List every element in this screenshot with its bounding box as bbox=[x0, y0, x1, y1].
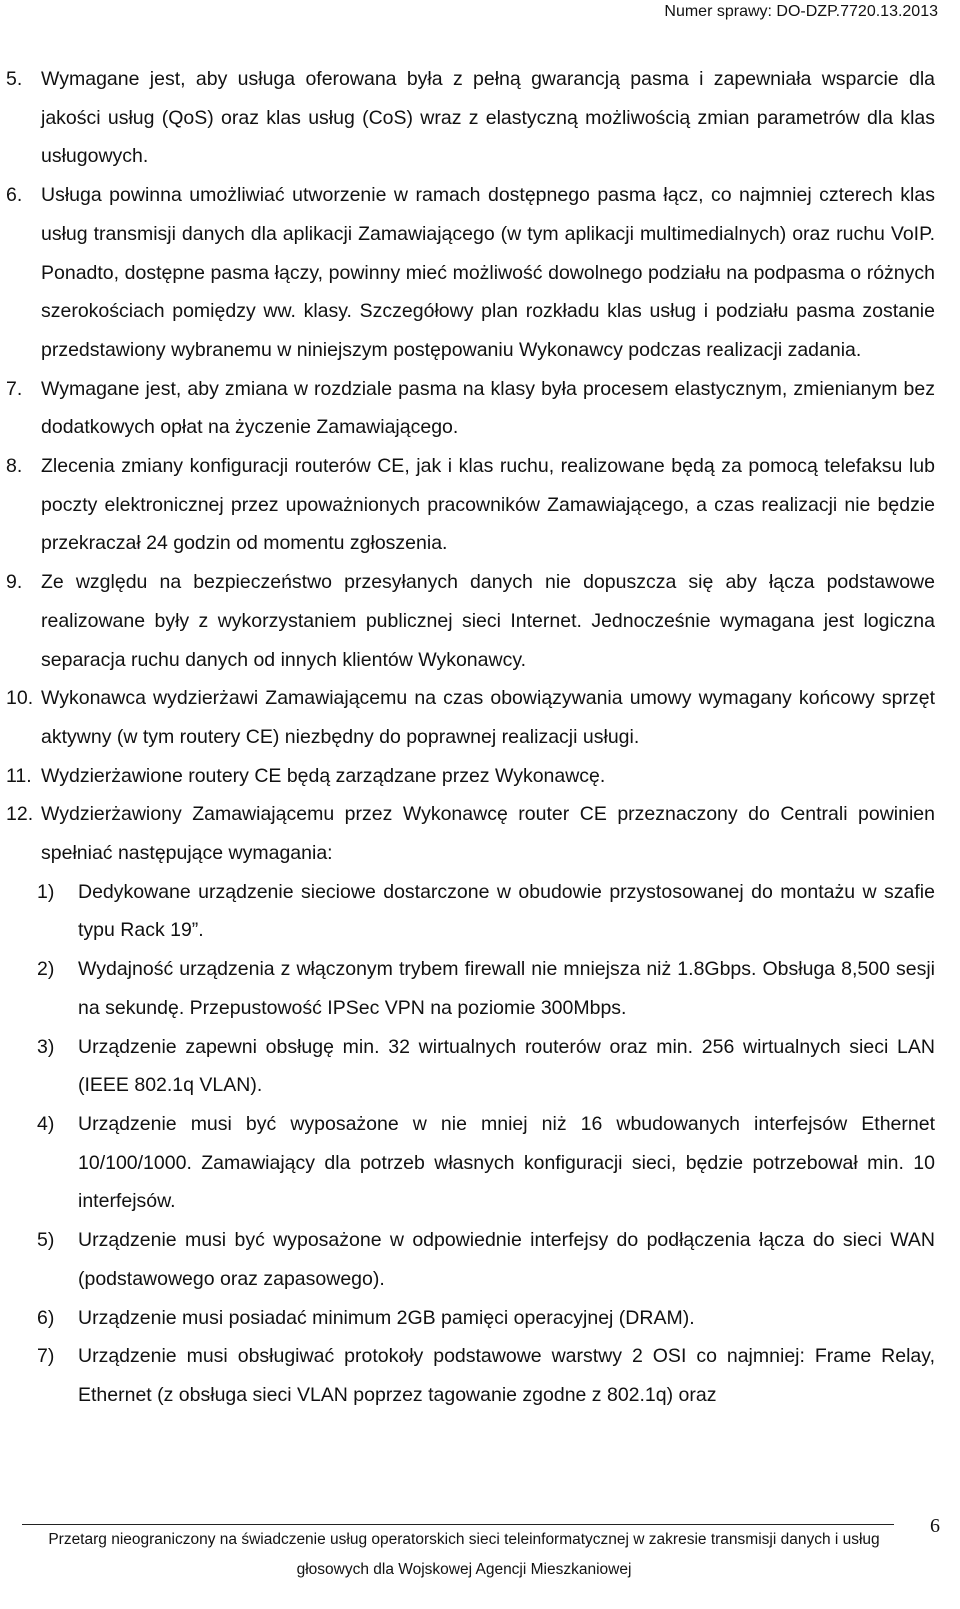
subitem-number: 2) bbox=[37, 958, 55, 981]
item-text: Wydzierżawiony Zamawiającemu przez Wykonawcę router CE przeznaczony do Centrali powinien spełniać następujące wymagania: bbox=[41, 803, 935, 865]
subitem-text: Dedykowane urządzenie sieciowe dostarczone w obudowie przystosowanej do montażu w szafie typu Rack 19”. bbox=[78, 880, 935, 942]
subitem-number: 3) bbox=[37, 1035, 55, 1058]
subitem-number: 5) bbox=[37, 1229, 55, 1252]
subitem-number: 4) bbox=[37, 1112, 55, 1135]
list-item bbox=[0, 795, 960, 872]
subitem-number: 7) bbox=[37, 1345, 55, 1368]
list-item bbox=[0, 447, 960, 563]
subitem-text: Urządzenie musi być wyposażone w nie mniej niż 16 wbudowanych interfejsów Ethernet 10/100/1000. Zamawiający dla potrzeb własnych konfiguracji sieci, będzie potrzebował min. 10 interfejsów. bbox=[78, 1112, 935, 1213]
subitem-text: Urządzenie musi być wyposażone w odpowiednie interfejsy do podłączenia łącza do sieci WAN (podstawowego oraz zapasowego). bbox=[78, 1229, 935, 1290]
list-item bbox=[0, 370, 960, 447]
item-text: Wydzierżawione routery CE będą zarządzane przez Wykonawcę. bbox=[41, 764, 606, 787]
document-body bbox=[0, 60, 960, 1415]
item-number: 12. bbox=[6, 803, 34, 826]
item-text: Ze względu na bezpieczeństwo przesyłanych danych nie dopuszcza się aby łącza podstawowe realizowane były z wykorzystaniem publicznej sieci Internet. Jednocześnie wymagana jest logiczna separacja ruchu danych od innych klientów Wykonawcy. bbox=[41, 571, 935, 671]
item-number: 8. bbox=[6, 455, 23, 478]
list-item bbox=[0, 563, 960, 679]
list-item bbox=[0, 679, 960, 756]
sub-list-item bbox=[0, 1337, 960, 1414]
subitem-text: Wydajność urządzenia z włączonym trybem firewall nie mniejsza niż 1.8Gbps. Obsługa 8,500 sesji na sekundę. Przepustowość IPSec VPN na poziomie 300Mbps. bbox=[78, 958, 935, 1019]
subitem-number: 6) bbox=[37, 1306, 55, 1329]
item-number: 9. bbox=[6, 571, 23, 594]
item-text: Wykonawca wydzierżawi Zamawiającemu na czas obowiązywania umowy wymagany końcowy sprzęt aktywny (w tym routery CE) niezbędny do poprawnej realizacji usługi. bbox=[41, 687, 935, 748]
list-item bbox=[0, 176, 960, 370]
item-number: 11. bbox=[6, 764, 32, 787]
subitem-text: Urządzenie musi obsługiwać protokoły podstawowe warstwy 2 OSI co najmniej: Frame Relay, Ethernet (z obsługa sieci VLAN poprzez tagowanie zgodne z 802.1q) oraz bbox=[78, 1345, 935, 1406]
sub-list-item bbox=[0, 873, 960, 950]
item-text: Usługa powinna umożliwiać utworzenie w ramach dostępnego pasma łącz, co najmniej czterech klas usług transmisji danych dla aplikacji Zamawiającego (w tym aplikacji multimedialnych) oraz ruchu VoIP. Ponadto, dostępne pasma łączy, powinny mieć możliwość dowolnego podziału na podpasma o różnych szerokościach pomiędzy ww. klasy. Szczegółowy plan rozkładu klas usług i podziału pasma zostanie przedstawiony wybranemu w niniejszym postępowaniu Wykonawcy podczas realizacji zadania. bbox=[41, 184, 935, 361]
subitem-text: Urządzenie zapewni obsługę min. 32 wirtualnych routerów oraz min. 256 wirtualnych sieci LAN (IEEE 802.1q VLAN). bbox=[78, 1035, 935, 1097]
item-text: Wymagane jest, aby usługa oferowana była z pełną gwarancją pasma i zapewniała wsparcie dla jakości usług (QoS) oraz klas usług (CoS) wraz z elastyczną możliwością zmian parametrów dla klas usługowych. bbox=[41, 68, 935, 168]
sub-list-item bbox=[0, 1299, 960, 1338]
case-number: Numer sprawy: DO-DZP.7720.13.2013 bbox=[664, 3, 938, 20]
item-number: 10. bbox=[6, 687, 34, 710]
list-item bbox=[0, 757, 960, 796]
footer-line-2: głosowych dla Wojskowej Agencji Mieszkaniowej bbox=[296, 1561, 632, 1578]
footer-line-1: Przetarg nieograniczony na świadczenie usług operatorskich sieci teleinformatycznej w zakresie transmisji danych i usług bbox=[48, 1531, 880, 1548]
list-item bbox=[0, 60, 960, 176]
page-number: 6 bbox=[930, 1515, 940, 1537]
sub-list-item bbox=[0, 950, 960, 1027]
item-number: 6. bbox=[6, 184, 23, 207]
subitem-text: Urządzenie musi posiadać minimum 2GB pamięci operacyjnej (DRAM). bbox=[78, 1306, 695, 1329]
item-number: 5. bbox=[6, 68, 23, 90]
sub-list-item bbox=[0, 1221, 960, 1298]
subitem-number: 1) bbox=[37, 880, 55, 903]
item-text: Wymagane jest, aby zmiana w rozdziale pasma na klasy była procesem elastycznym, zmienianym bez dodatkowych opłat na życzenie Zamawiającego. bbox=[41, 377, 935, 439]
sub-list-item bbox=[0, 1105, 960, 1221]
footer bbox=[30, 1525, 898, 1585]
sub-list-item bbox=[0, 1028, 960, 1105]
item-text: Zlecenia zmiany konfiguracji routerów CE, jak i klas ruchu, realizowane będą za pomocą telefaksu lub poczty elektronicznej przez upoważnionych pracowników Zamawiającego, a czas realizacji nie będzie przekraczał 24 godzin od momentu zgłoszenia. bbox=[41, 455, 935, 555]
item-number: 7. bbox=[6, 377, 23, 400]
